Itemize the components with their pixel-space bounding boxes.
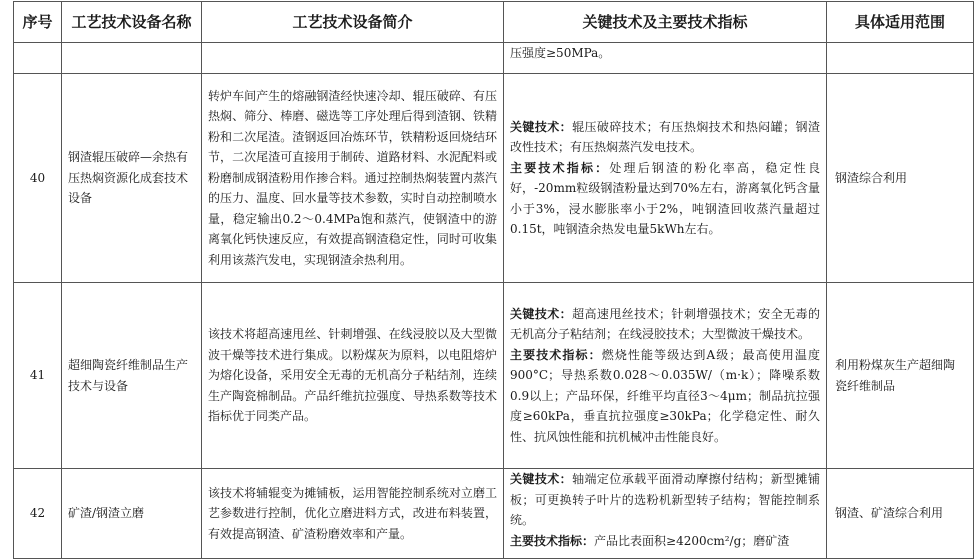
cell-intro: 转炉车间产生的熔融钢渣经快速冷却、辊压破碎、有压热焖、筛分、棒磨、磁选等工序处理后得到渣钢、铁精粉和二次尾渣。渣钢返回冶炼环节，铁精粉返回烧结环节，二次尾渣可直接用于制砖、道路材料、水泥配料或粉磨制成钢渣粉用作掺合料。通过控制热焖装置内蒸汽的压力、温度、回水量等技术参数，实时自动控制喷水量，稳定输出0.2～0.4MPa饱和蒸汽，使钢渣中的游离氧化钙快速反应，有效提高钢渣稳定性，同时可收集利用该蒸汽发电，实现钢渣余热利用。 [202,74,504,283]
main-index-label: 主要技术指标： [510,347,602,362]
cell-name: 钢渣辊压破碎—余热有压热焖资源化成套技术设备 [62,74,202,283]
main-index-text: 燃烧性能等级达到A级；最高使用温度900°C；导热系数0.028～0.035W/（m·k）；降噪系数0.9以上；产品环保，纤维平均直径3～4μm；制品抗拉强度≥60kPa，垂直抗拉强度≥30kPa；化学稳定性、耐久性、抗风蚀性能和抗机械冲击性能良好。 [510,347,820,444]
cell-spec-continuation: 压强度≥50MPa。 [504,43,827,74]
header-name: 工艺技术设备名称 [62,2,202,43]
key-tech-paragraph [510,469,820,531]
key-tech-label: 关键技术： [510,472,573,486]
cell-spec [504,469,827,559]
main-index-paragraph [510,531,820,552]
table-row [14,283,974,469]
key-tech-text: 辊压破碎技术；有压热焖技术和热闷罐；钢渣改性技术；有压热焖蒸汽发电技术。 [510,119,820,154]
main-index-paragraph [510,345,820,448]
header-intro: 工艺技术设备简介 [202,2,504,43]
cell-scope: 钢渣、矿渣综合利用 [827,469,974,559]
table-row-continuation [14,43,974,74]
cell-intro: 该技术将超高速甩丝、针刺增强、在线浸胶以及大型微波干燥等技术进行集成。以粉煤灰为原料，以电阻熔炉为熔化设备，采用安全无毒的无机高分子粘结剂，连续生产陶瓷棉制品。产品纤维抗拉强度、导热系数等技术指标优于同类产品。 [202,283,504,469]
cell-no: 42 [14,469,62,559]
header-key-tech: 关键技术及主要技术指标 [504,2,827,43]
key-tech-label: 关键技术： [510,119,573,134]
table-header-row [14,2,974,43]
technology-table [13,1,974,559]
main-index-text: 处理后钢渣的粉化率高，稳定性良好，-20mm粒级钢渣粉量达到70%左右，游离氧化钙含量小于3%，浸水膨胀率小于2%，吨钢渣回收蒸汽量超过0.15t，吨钢渣余热发电量5kWh左右。 [510,160,820,236]
cell-intro: 该技术将辅辊变为摊铺板，运用智能控制系统对立磨工艺参数进行控制，优化立磨进料方式，改进布料装置，有效提高钢渣、矿渣粉磨效率和产量。 [202,469,504,559]
cell-name: 超细陶瓷纤维制品生产技术与设备 [62,283,202,469]
cell-name: 矿渣/钢渣立磨 [62,469,202,559]
cell-scope: 钢渣综合利用 [827,74,974,283]
table-row [14,74,974,283]
main-index-text: 产品比表面积≥4200cm²/g；磨矿渣 [594,533,790,548]
key-tech-label: 关键技术： [510,306,573,321]
key-tech-paragraph [510,304,820,345]
cell-empty [62,43,202,74]
main-index-label: 主要技术指标： [510,160,610,175]
cell-empty [14,43,62,74]
cell-no: 41 [14,283,62,469]
cell-spec [504,283,827,469]
key-tech-paragraph [510,117,820,158]
cell-scope: 利用粉煤灰生产超细陶瓷纤维制品 [827,283,974,469]
header-no: 序号 [14,2,62,43]
cell-spec [504,74,827,283]
cell-no: 40 [14,74,62,283]
cell-empty [202,43,504,74]
key-tech-text: 超高速甩丝技术；针刺增强技术；安全无毒的无机高分子粘结剂；在线浸胶技术；大型微波干燥技术。 [510,306,820,342]
cell-empty [827,43,974,74]
header-scope: 具体适用范围 [827,2,974,43]
key-tech-text: 轴端定位承载平面滑动摩擦付结构；新型摊铺板；可更换转子叶片的选粉机新型转子结构；智能控制系统。 [510,472,820,527]
table-row [14,469,974,559]
main-index-label: 主要技术指标： [510,533,595,548]
main-index-paragraph [510,158,820,240]
